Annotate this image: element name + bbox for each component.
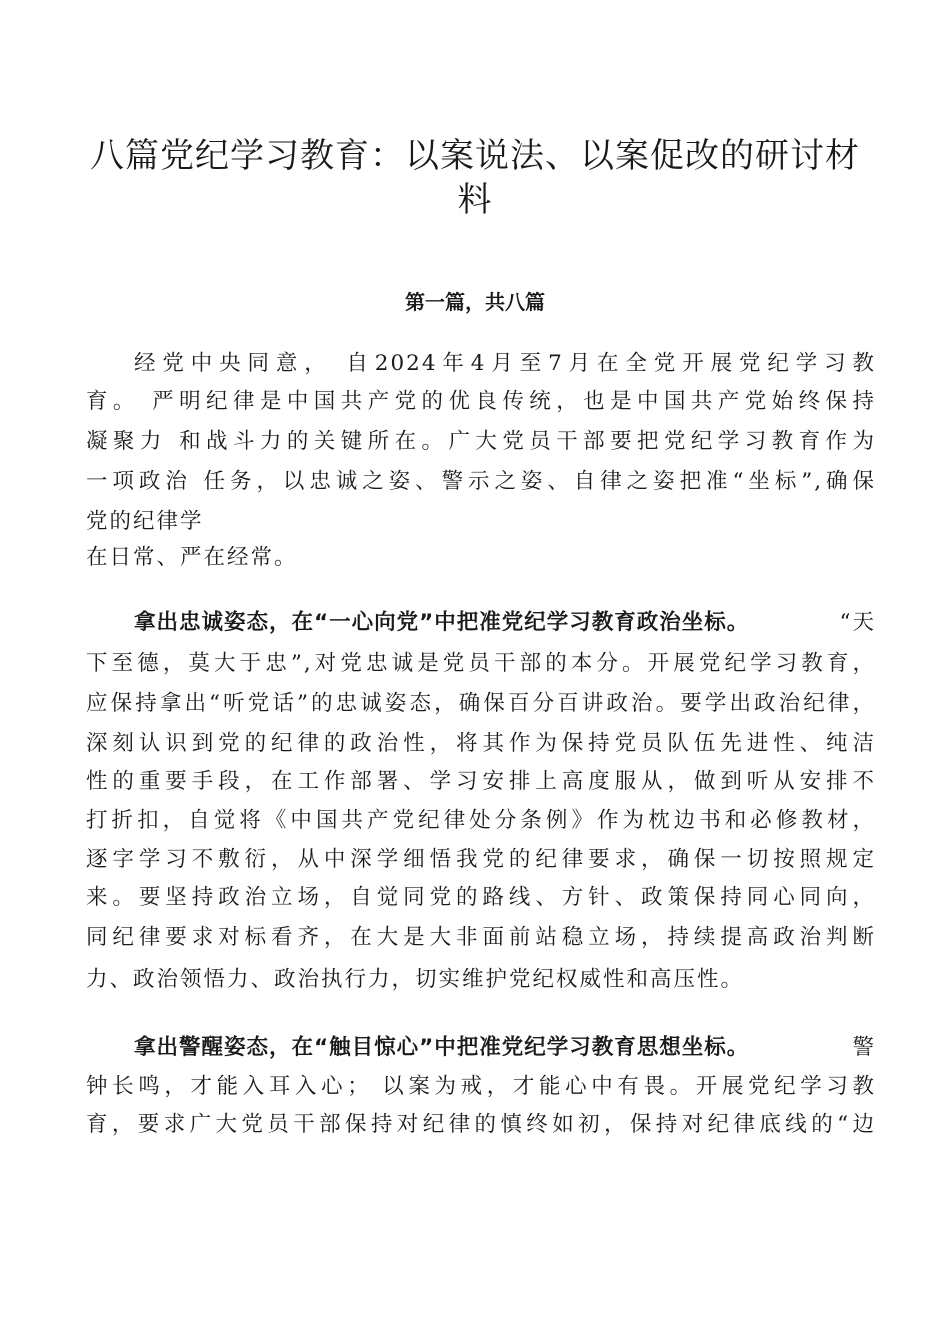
- paragraph-2-line: 同纪律要求对标看齐，在大是大非面前站稳立场，持续提高政治判断: [86, 925, 876, 950]
- paragraph-1-line: 育。 严明纪律是中国共产党的优良传统，也是中国共产党始终保持: [86, 389, 876, 414]
- paragraph-3-line: 钟长鸣，才能入耳入心； 以案为戒，才能心中有畏。开展党纪学习教: [86, 1074, 876, 1099]
- document-title-line-1: 八篇党纪学习教育：以案说法、以案促改的研讨材: [90, 136, 860, 176]
- paragraph-1-line: 凝聚力 和战斗力的关键所在。广大党员干部要把党纪学习教育作为: [86, 429, 876, 454]
- paragraph-3-line: 育，要求广大党员干部保持对纪律的慎终如初，保持对纪律底线的“边: [86, 1112, 876, 1137]
- section-heading: 第一篇，共八篇: [405, 290, 545, 314]
- paragraph-1-line: 在日常、严在经常。: [86, 545, 298, 570]
- paragraph-2-line: 下至德，莫大于忠”,对党忠诚是党员干部的本分。开展党纪学习教育，: [86, 651, 876, 676]
- paragraph-3-first-line-rest: 警: [852, 1035, 876, 1060]
- paragraph-3-first-line: [134, 1030, 876, 1061]
- paragraph-3-lead: 拿出警醒姿态，在“触目惊心”中把准党纪学习教育思想坐标。: [134, 1035, 750, 1060]
- paragraph-2-first-line-rest: “天: [839, 610, 876, 635]
- document-title-line-2: 料: [457, 180, 493, 220]
- paragraph-1-line: 党的纪律学: [86, 509, 204, 534]
- paragraph-1-line: 经党中央同意， 自2024年4月至7月在全党开展党纪学习教: [134, 351, 876, 376]
- paragraph-2-line: 性的重要手段，在工作部署、学习安排上高度服从，做到听从安排不: [86, 769, 876, 794]
- paragraph-2-line: 应保持拿出“听党话”的忠诚姿态，确保百分百讲政治。要学出政治纪律，: [86, 691, 876, 716]
- paragraph-2-line: 打折扣，自觉将《中国共产党纪律处分条例》作为枕边书和必修教材，: [86, 808, 876, 833]
- paragraph-2-first-line: [134, 605, 876, 636]
- paragraph-1-line: 一项政治 任务，以忠诚之姿、警示之姿、自律之姿把准“坐标”,确保: [86, 469, 876, 494]
- paragraph-2-lead: 拿出忠诚姿态，在“一心向党”中把准党纪学习教育政治坐标。: [134, 610, 750, 635]
- paragraph-2-line: 深刻认识到党的纪律的政治性，将其作为保持党员队伍先进性、纯洁: [86, 731, 876, 756]
- paragraph-2-line: 来。要坚持政治立场，自觉同党的路线、方针、政策保持同心同向，: [86, 885, 876, 910]
- paragraph-2-line: 逐字学习不敷衍，从中深学细悟我党的纪律要求，确保一切按照规定: [86, 847, 876, 872]
- paragraph-2-line: 力、政治领悟力、政治执行力，切实维护党纪权威性和高压性。: [86, 967, 745, 992]
